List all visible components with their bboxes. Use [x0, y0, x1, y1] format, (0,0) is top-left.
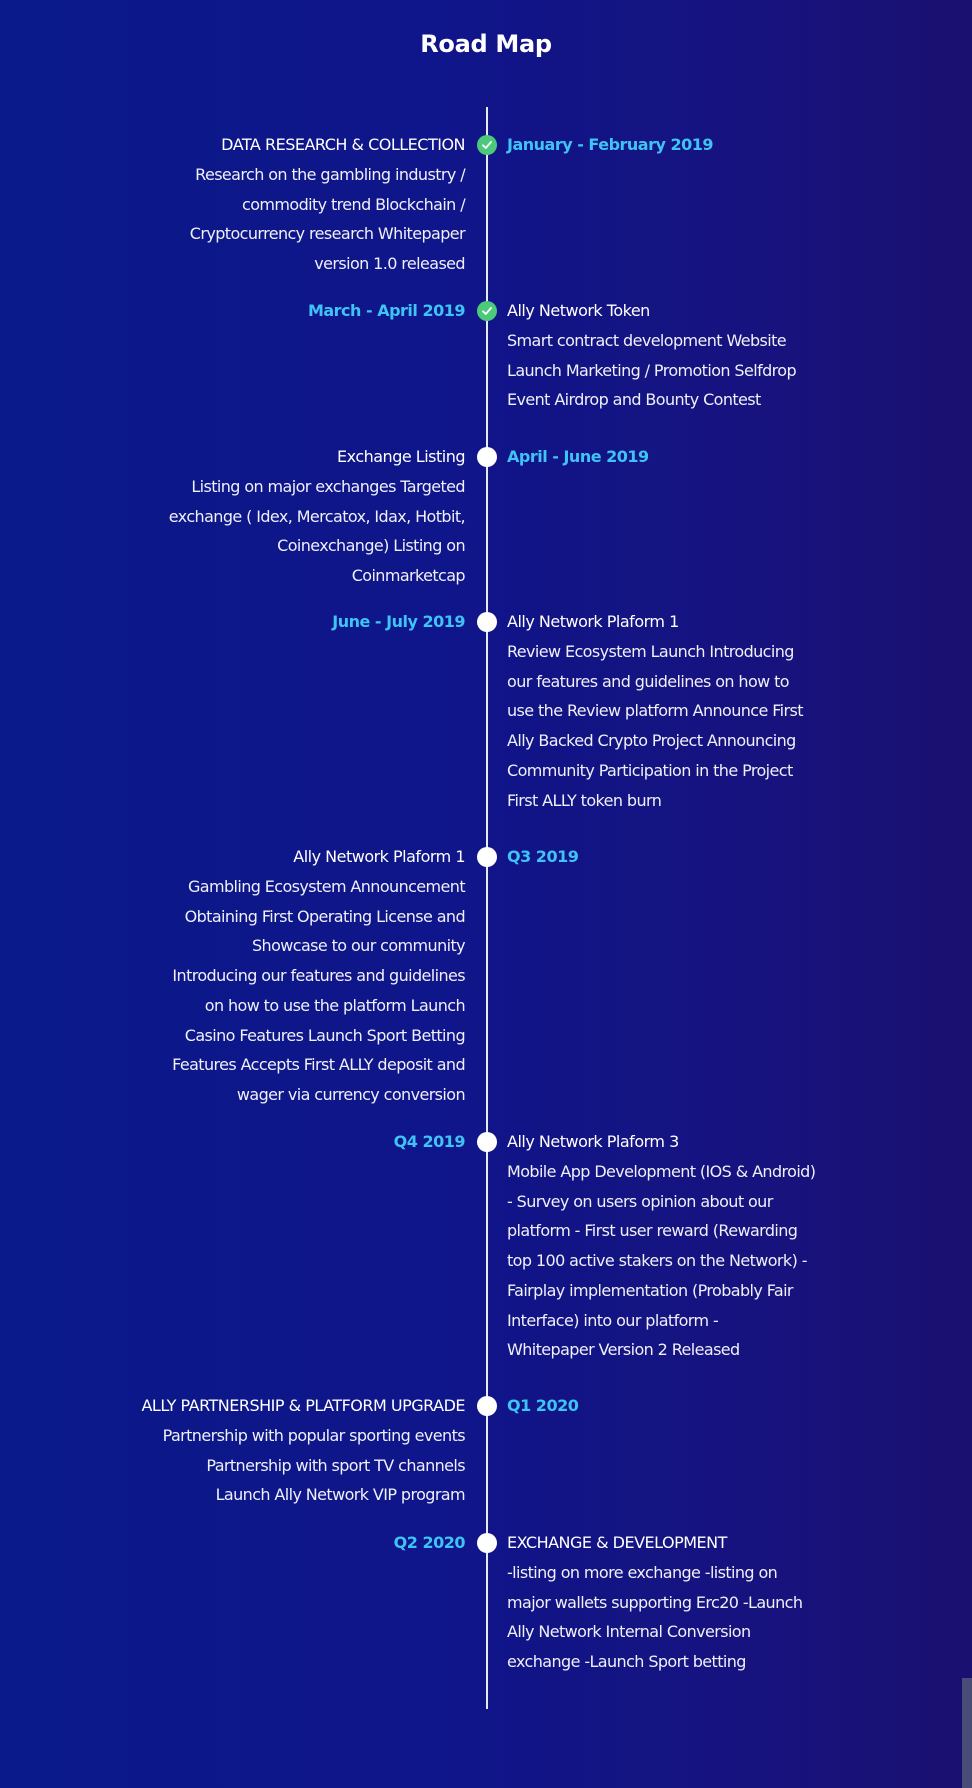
milestone-heading: Ally Network Plaform 1 [293, 847, 465, 866]
milestone-complete-check-icon [477, 301, 497, 321]
milestone-date: Q1 2020 [507, 1396, 579, 1415]
description-line: wager via currency conversion [236, 1084, 465, 1104]
milestone-description [507, 1157, 837, 1365]
milestone-description [507, 637, 837, 815]
description-line: Cryptocurrency research Whitepaper [189, 224, 465, 244]
milestone-heading: Ally Network Token [507, 301, 650, 320]
milestone-description [507, 326, 837, 415]
description-line: -listing on more exchange -listing on [507, 1563, 778, 1582]
milestone-description [135, 472, 465, 591]
milestone-complete-check-icon [477, 135, 497, 155]
milestone-heading: Exchange Listing [337, 447, 465, 466]
description-line: Ally Network Internal Conversion [507, 1622, 751, 1642]
milestone-heading: Ally Network Plaform 1 [507, 612, 679, 631]
description-line: Community Participation in the Project [507, 760, 793, 780]
description-line: Ally Backed Crypto Project Announcing [507, 731, 796, 751]
milestone-date: Q3 2019 [507, 847, 579, 866]
scrollbar-thumb[interactable] [962, 1678, 972, 1788]
description-line: Research on the gambling industry / [195, 165, 465, 184]
milestone-heading: Ally Network Plaform 3 [507, 1132, 679, 1151]
milestone-heading: ALLY PARTNERSHIP & PLATFORM UPGRADE [141, 1396, 465, 1415]
milestone-dot [477, 847, 497, 867]
description-line: exchange -Launch Sport betting [507, 1652, 746, 1672]
milestone-date: Q2 2020 [393, 1533, 465, 1552]
description-line: Introducing our features and guidelines [172, 966, 465, 986]
description-line: - Survey on users opinion about our [507, 1191, 773, 1211]
timeline-line [486, 107, 488, 1709]
description-line: version 1.0 released [314, 254, 465, 274]
milestone-date: Q4 2019 [393, 1132, 465, 1151]
description-line: Gambling Ecosystem Announcement [187, 877, 465, 896]
milestone-heading: DATA RESEARCH & COLLECTION [221, 135, 465, 154]
milestone-dot [477, 612, 497, 632]
milestone-description [507, 1558, 837, 1677]
description-line: Fairplay implementation (Probably Fair [507, 1280, 793, 1300]
milestone-dot [477, 1533, 497, 1553]
milestone-date: June - July 2019 [332, 612, 465, 631]
milestone-description [135, 1421, 465, 1510]
description-line: Coinmarketcap [351, 566, 465, 586]
description-line: Review Ecosystem Launch Introducing [507, 642, 794, 661]
description-line: our features and guidelines on how to [507, 671, 789, 691]
description-line: Casino Features Launch Sport Betting [184, 1025, 465, 1045]
description-line: Features Accepts First ALLY deposit and [172, 1055, 465, 1075]
description-line: Partnership with popular sporting events [162, 1426, 465, 1445]
description-line: major wallets supporting Erc20 -Launch [507, 1592, 803, 1612]
description-line: Whitepaper Version 2 Released [507, 1340, 740, 1360]
description-line: Coinexchange) Listing on [277, 536, 465, 556]
milestone-date: April - June 2019 [507, 447, 649, 466]
description-line: exchange ( Idex, Mercatox, Idax, Hotbit, [168, 506, 465, 526]
description-line: on how to use the platform Launch [204, 995, 465, 1015]
description-line: Launch Ally Network VIP program [215, 1485, 465, 1505]
description-line: Mobile App Development (IOS & Android) [507, 1162, 816, 1181]
description-line: use the Review platform Announce First [507, 701, 803, 721]
milestone-description [135, 160, 465, 279]
milestone-date: January - February 2019 [507, 135, 714, 154]
milestone-dot [477, 1396, 497, 1416]
description-line: Smart contract development Website [507, 331, 787, 350]
milestone-description [135, 872, 465, 1110]
description-line: platform - First user reward (Rewarding [507, 1221, 798, 1241]
page-title: Road Map [420, 30, 552, 58]
milestone-dot [477, 1132, 497, 1152]
description-line: Event Airdrop and Bounty Contest [507, 390, 761, 410]
description-line: top 100 active stakers on the Network) - [507, 1251, 807, 1271]
description-line: Interface) into our platform - [507, 1310, 719, 1330]
description-line: commodity trend Blockchain / [242, 194, 465, 214]
milestone-heading: EXCHANGE & DEVELOPMENT [507, 1533, 727, 1552]
milestone-date: March - April 2019 [307, 301, 465, 320]
description-line: Launch Marketing / Promotion Selfdrop [507, 360, 797, 380]
description-line: Partnership with sport TV channels [206, 1455, 465, 1475]
description-line: Showcase to our community [251, 936, 465, 956]
description-line: Obtaining First Operating License and [184, 906, 465, 926]
description-line: First ALLY token burn [507, 790, 662, 810]
milestone-dot [477, 447, 497, 467]
description-line: Listing on major exchanges Targeted [191, 477, 465, 496]
